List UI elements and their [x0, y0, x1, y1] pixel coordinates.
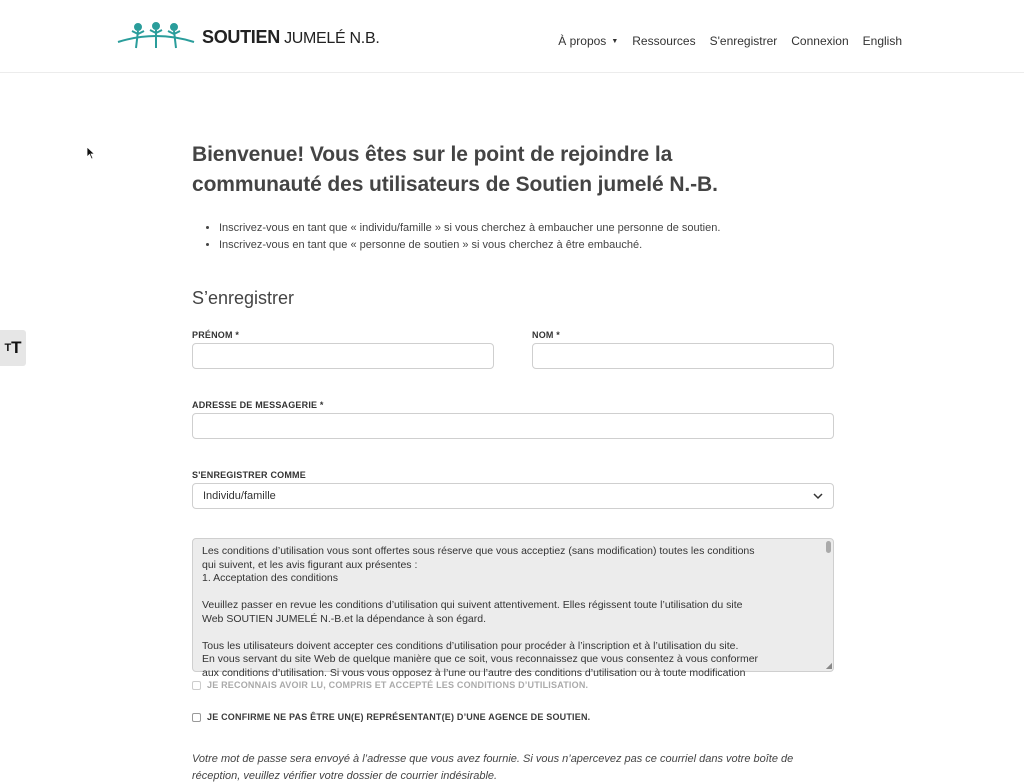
page-title-line-1: Bienvenue! Vous êtes sur le point de rejoindre la — [192, 143, 673, 166]
last-name-label: NOM * — [532, 330, 560, 340]
terms-line: Les conditions d’utilisation vous sont offertes sous réserve que vous acceptiez (sans modification) toutes les conditions — [202, 545, 755, 557]
terms-line: Tous les utilisateurs doivent accepter ces conditions d’utilisation pour procéder à l’inscription et à l’utilisation du site. — [202, 639, 739, 652]
registration-content — [192, 140, 834, 782]
terms-line: Web SOUTIEN JUMELÉ N.-B.et la dépendance à son égard. — [202, 612, 487, 625]
font-size-small-glyph: T — [4, 342, 12, 354]
list-item: • Inscrivez-vous en tant que « personne de soutien » si vous cherchez à être embauché. — [219, 237, 839, 254]
accept-terms-label: JE RECONNAIS AVOIR LU, COMPRIS ET ACCEPTÉ LES CONDITIONS D’UTILISATION. — [207, 680, 589, 690]
logo-brand-rest: JUMELÉ N.B. — [284, 29, 380, 47]
accept-terms-row — [192, 680, 588, 690]
nav-item-connexion[interactable]: Connexion — [791, 34, 849, 48]
nav-item-ressources[interactable]: Ressources — [632, 34, 696, 48]
password-note: Votre mot de passe sera envoyé à l’adresse que vous avez fournie. Si vous n’apercevez pas ce courriel dans votre boîte de réception, veuillez vérifier votre dossier de courrier indésirable. — [192, 753, 794, 782]
terms-spacer — [202, 626, 811, 640]
nav-item-senregistrer[interactable]: S'enregistrer — [709, 34, 778, 48]
nav-item-a-propos[interactable] — [558, 34, 618, 48]
intro-bullet-list — [192, 220, 839, 253]
first-name-label: PRÉNOM * — [192, 330, 240, 340]
last-name-field[interactable] — [532, 343, 834, 369]
terms-line: aux conditions d’utilisation. Si vous vous opposez à l’une ou l’autre des conditions d’utilisation ou à toute modification — [202, 666, 746, 679]
accept-terms-checkbox[interactable] — [192, 681, 201, 690]
page-title-line-2: communauté des utilisateurs de Soutien jumelé N.-B. — [192, 173, 718, 196]
list-item: • Inscrivez-vous en tant que « individu/famille » si vous cherchez à embaucher une personne de soutien. — [219, 220, 839, 237]
terms-line: En vous servant du site Web de quelque manière que ce soit, vous reconnaissez que vous consentez à vous conformer — [202, 653, 759, 665]
not-agency-label: JE CONFIRME NE PAS ÊTRE UN(E) REPRÉSENTANT(E) D’UNE AGENCE DE SOUTIEN. — [207, 712, 591, 722]
form-title: S’enregistrer — [192, 288, 295, 308]
email-field[interactable] — [192, 413, 834, 439]
logo-brand-main: SOUTIEN — [202, 26, 280, 47]
main-nav — [558, 34, 902, 48]
terms-of-use-textarea[interactable] — [192, 538, 834, 679]
chevron-down-icon — [813, 491, 823, 501]
not-agency-row — [192, 712, 590, 722]
register-as-selected-value: Individu/famille — [203, 490, 276, 502]
logo-wordmark — [202, 27, 379, 48]
font-size-large-glyph: T — [11, 338, 22, 357]
caret-down-icon: ▼ — [611, 38, 619, 45]
nav-item-label: À propos — [558, 34, 607, 48]
logo-figures-icon — [116, 22, 196, 52]
nav-item-english[interactable]: English — [862, 34, 902, 48]
mouse-cursor-icon — [86, 146, 96, 160]
not-agency-checkbox[interactable] — [192, 713, 201, 722]
terms-line: qui suivent, et les avis figurant aux présentes : — [202, 558, 418, 571]
email-label: ADRESSE DE MESSAGERIE * — [192, 400, 324, 410]
font-size-toggle-icon[interactable] — [0, 330, 26, 366]
terms-spacer — [202, 586, 811, 600]
register-as-label: S'ENREGISTRER COMME — [192, 470, 306, 480]
first-name-field[interactable] — [192, 343, 494, 369]
terms-line: 1. Acceptation des conditions — [202, 572, 339, 584]
resize-handle-icon[interactable]: ◢ — [825, 661, 832, 670]
terms-line: Veuillez passer en revue les conditions d’utilisation qui suivent attentivement. Elles régissent toute l’utilisation du site — [202, 599, 743, 611]
terms-scrollbar[interactable] — [826, 541, 831, 553]
site-header — [0, 0, 1024, 73]
register-as-select[interactable] — [192, 483, 834, 509]
page-title — [192, 140, 834, 200]
site-logo[interactable] — [116, 20, 379, 54]
